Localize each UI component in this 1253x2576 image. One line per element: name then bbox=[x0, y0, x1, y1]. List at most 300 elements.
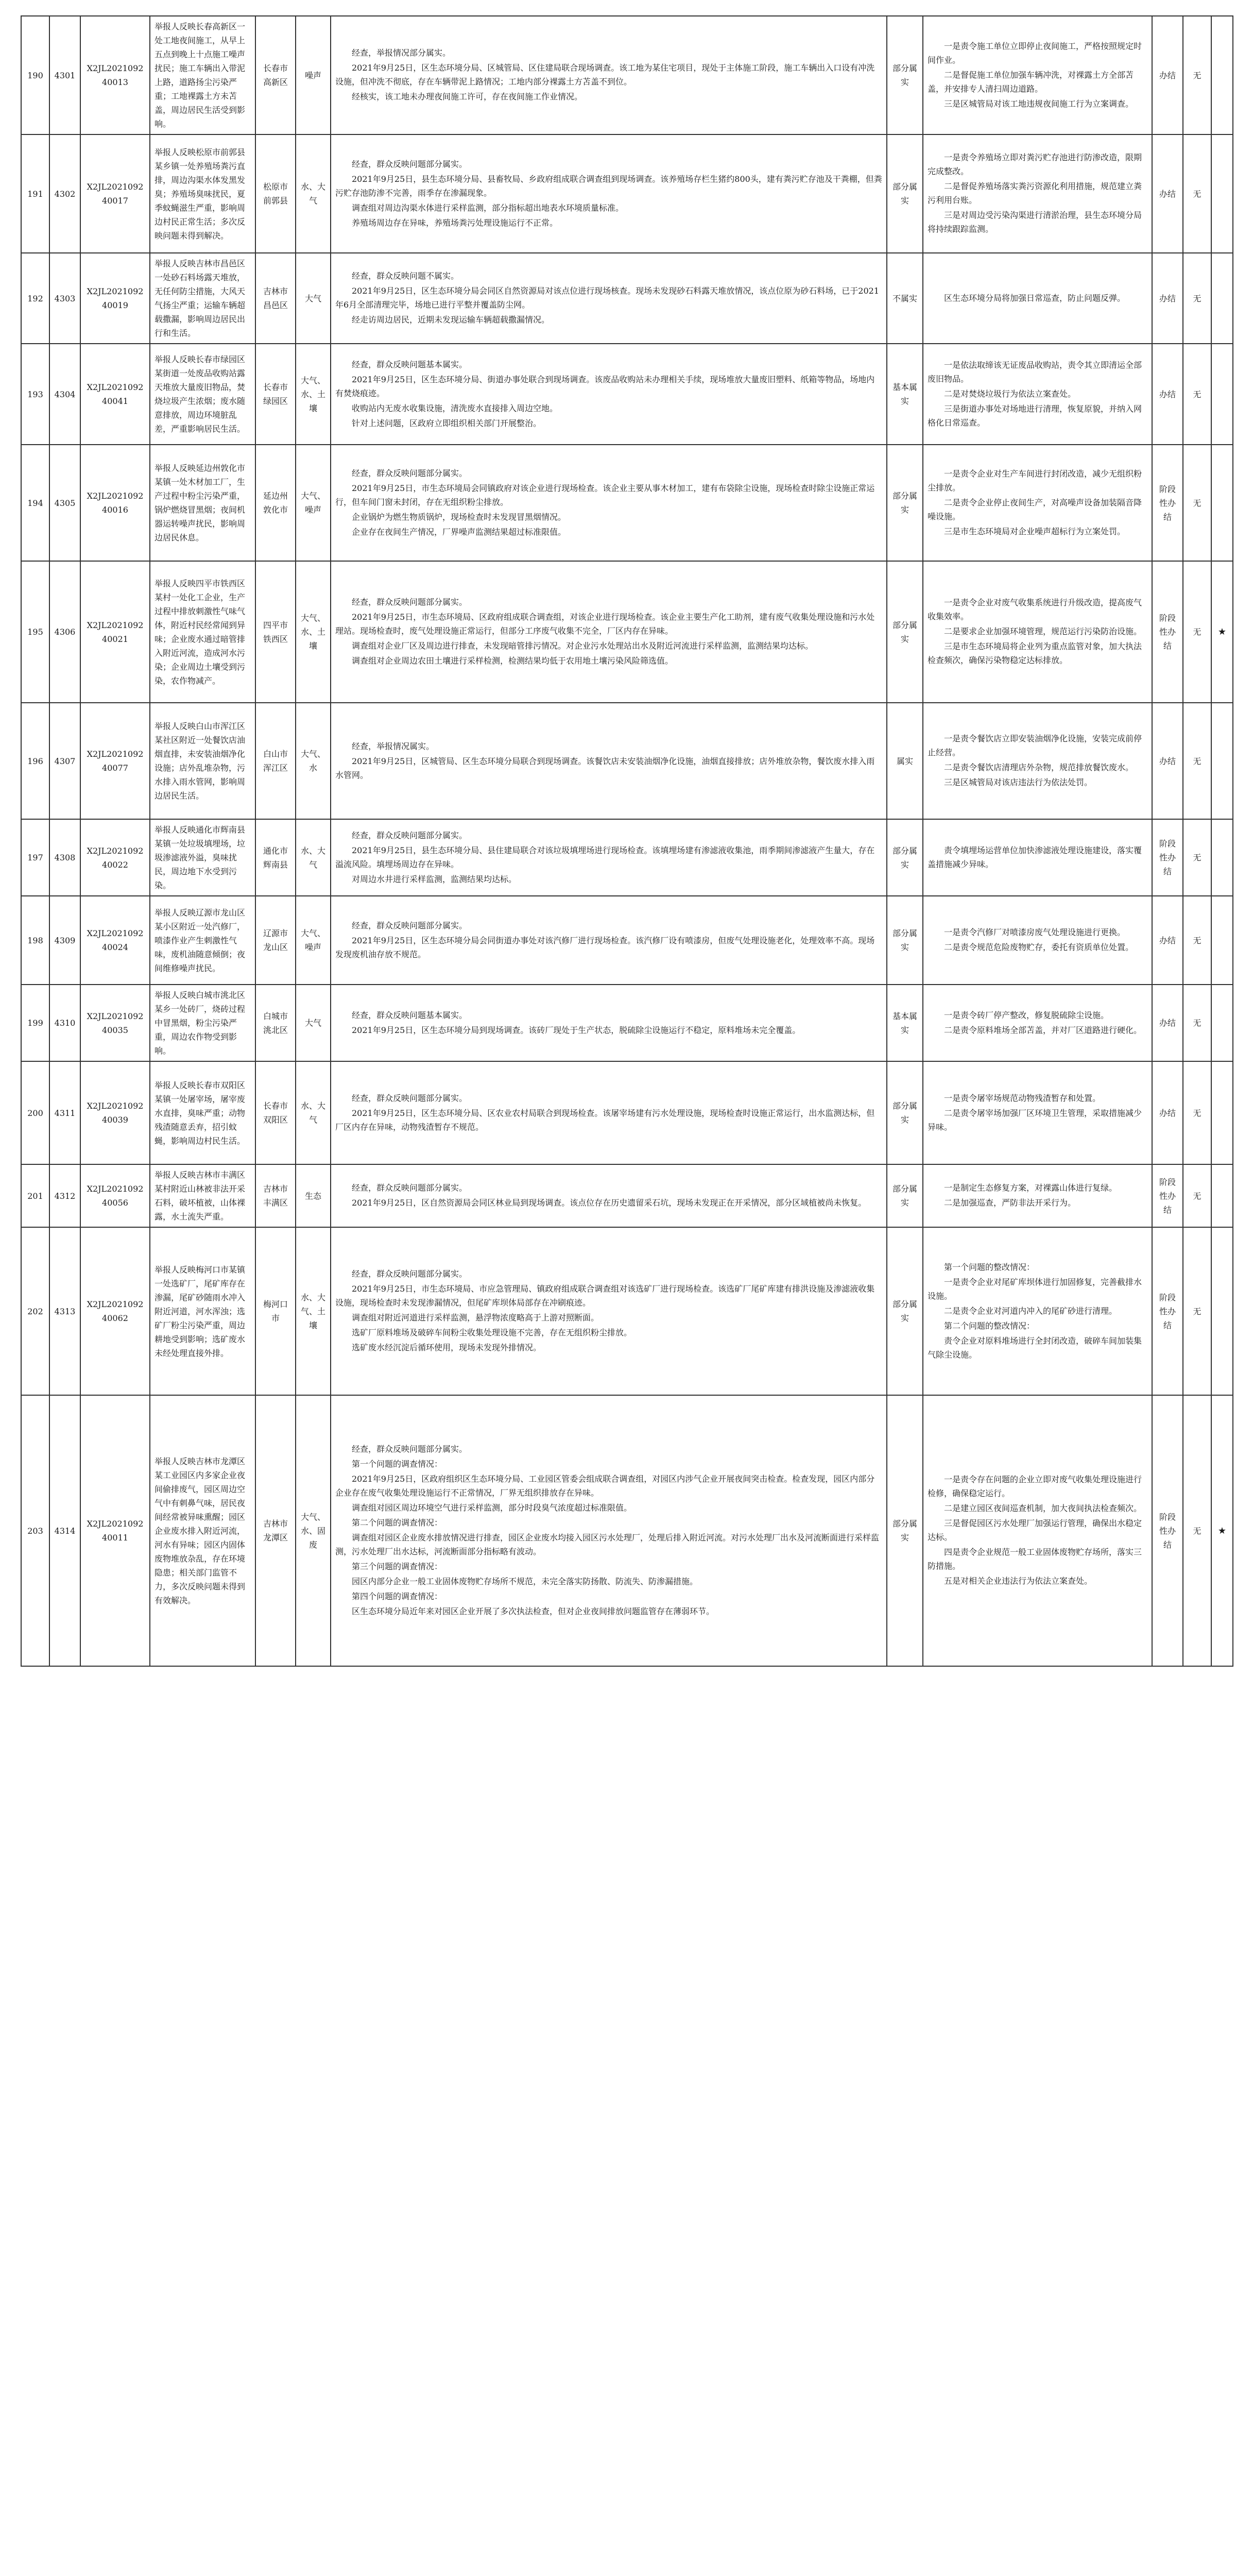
row-id-cell bbox=[49, 1227, 80, 1395]
case-code-cell bbox=[80, 985, 150, 1061]
handling-paragraph: 三是区城管局对该工地违规夜间施工行为立案调查。 bbox=[944, 98, 1134, 109]
row-number-cell bbox=[21, 1395, 49, 1666]
row-number: 191 bbox=[27, 189, 43, 199]
case-code-cell bbox=[80, 134, 150, 253]
complaint-text-cell bbox=[150, 16, 255, 134]
findings-paragraph: 经查，群众反映问题部分属实。 bbox=[352, 159, 468, 169]
row-id: 4310 bbox=[54, 1018, 76, 1028]
findings-paragraph: 2021年9月25日，区生态环境分局会同街道办事处对该汽修厂进行现场检查。该汽修厂设有喷漆房，但废气处理设施老化，处理效率不高。现场发现废机油存放不规范。 bbox=[335, 935, 875, 959]
handling-paragraph: 二是责令屠宰场加强厂区环境卫生管理，采取措施减少异味。 bbox=[928, 1108, 1142, 1132]
status: 阶段性办结 bbox=[1159, 613, 1176, 651]
pollution-type: 大气、水 bbox=[300, 749, 325, 773]
complaint-grid bbox=[21, 15, 1233, 1667]
verdict-cell bbox=[887, 819, 923, 896]
row-id: 4301 bbox=[54, 70, 76, 80]
findings-cell bbox=[331, 1395, 887, 1666]
status-cell bbox=[1152, 1061, 1183, 1164]
handling-paragraph: 三是市生态环境局对企业噪声超标行为立案处罚。 bbox=[944, 526, 1126, 536]
findings-cell bbox=[331, 985, 887, 1061]
accountability-cell bbox=[1183, 1164, 1211, 1227]
row-number-cell bbox=[21, 896, 49, 985]
handling-paragraph: 二是督促养殖场落实粪污资源化利用措施，规范建立粪污利用台账。 bbox=[928, 181, 1142, 205]
row-number-cell bbox=[21, 985, 49, 1061]
row-id: 4312 bbox=[54, 1191, 76, 1201]
accountability-cell bbox=[1183, 1395, 1211, 1666]
row-id-cell bbox=[49, 445, 80, 561]
handling-paragraph: 三是市生态环境局将企业列为重点监管对象，加大执法检查频次，确保污染物稳定达标排放。 bbox=[928, 641, 1142, 665]
district: 吉林市龙潭区 bbox=[263, 1519, 288, 1543]
case-code: X2JL202109240011 bbox=[87, 1519, 144, 1543]
complaint-text-cell bbox=[150, 896, 255, 985]
mark-cell bbox=[1211, 1061, 1233, 1164]
handling-paragraph: 三是区城管局对该店违法行为依法处罚。 bbox=[944, 777, 1093, 787]
status-cell bbox=[1152, 896, 1183, 985]
row-number-cell bbox=[21, 1227, 49, 1395]
findings-paragraph: 选矿厂原料堆场及破碎车间粉尘收集处理设施不完善，存在无组织粉尘排放。 bbox=[352, 1328, 632, 1337]
findings-paragraph: 2021年9月25日，区城管局、区生态环境分局联合到现场调查。该餐饮店未安装油烟净化设施，油烟直接排放；店外堆放杂物，餐饮废水排入雨水管网。 bbox=[335, 756, 875, 780]
verdict: 部分属实 bbox=[892, 1184, 917, 1208]
row-id-cell bbox=[49, 985, 80, 1061]
verdict-cell bbox=[887, 16, 923, 134]
handling-paragraph: 二是责令企业对河道内冲入的尾矿砂进行清理。 bbox=[944, 1306, 1118, 1316]
case-code: X2JL202109240035 bbox=[87, 1011, 144, 1035]
row-number-cell bbox=[21, 703, 49, 819]
district-cell bbox=[255, 1061, 296, 1164]
findings-paragraph: 企业锅炉为燃生物质锅炉，现场检查时未发现冒黑烟情况。 bbox=[352, 512, 567, 522]
findings-paragraph: 经查，群众反映问题基本属实。 bbox=[352, 1010, 468, 1020]
handling-paragraph: 二是要求企业加强环境管理，规范运行污染防治设施。 bbox=[944, 626, 1142, 636]
findings-paragraph: 调查组对周边沟渠水体进行采样监测，部分指标超出地表水环境质量标准。 bbox=[352, 202, 624, 213]
district: 长春市双阳区 bbox=[263, 1101, 288, 1125]
case-code-cell bbox=[80, 445, 150, 561]
findings-cell bbox=[331, 16, 887, 134]
handling-cell bbox=[923, 985, 1152, 1061]
findings-paragraph: 经查，群众反映问题部分属实。 bbox=[352, 830, 468, 840]
handling-paragraph: 一是责令企业对尾矿库坝体进行加固修复，完善截排水设施。 bbox=[928, 1277, 1142, 1301]
row-id: 4311 bbox=[54, 1108, 76, 1118]
handling-cell bbox=[923, 896, 1152, 985]
pollution-type: 噪声 bbox=[304, 70, 321, 80]
mark-cell bbox=[1211, 253, 1233, 344]
accountability: 无 bbox=[1193, 1306, 1201, 1316]
findings-paragraph: 对周边水井进行采样监测，监测结果均达标。 bbox=[352, 874, 517, 884]
district: 通化市辉南县 bbox=[263, 845, 288, 870]
district-cell bbox=[255, 253, 296, 344]
handling-paragraph: 一是责令砖厂停产整改，修复脱硫除尘设施。 bbox=[944, 1010, 1109, 1020]
findings-paragraph: 2021年9月25日，市生态环境局、市应急管理局、镇政府组成联合调查组对该选矿厂进行现场检查。该选矿厂尾矿库建有排洪设施及渗滤液收集设施，现场检查时未发现渗漏情况，但尾矿库坝体局部存在冲刷痕迹。 bbox=[335, 1284, 875, 1308]
pollution-type: 水、大气 bbox=[300, 1101, 325, 1125]
handling-cell bbox=[923, 16, 1152, 134]
verdict-cell bbox=[887, 344, 923, 445]
verdict-cell bbox=[887, 1061, 923, 1164]
handling-cell bbox=[923, 445, 1152, 561]
status: 阶段性办结 bbox=[1159, 1512, 1176, 1550]
row-number: 202 bbox=[27, 1306, 43, 1316]
district: 梅河口市 bbox=[263, 1299, 288, 1323]
findings-paragraph: 经查，群众反映问题部分属实。 bbox=[352, 1183, 468, 1193]
handling-paragraph: 一是责令企业对生产车间进行封闭改造，减少无组织粉尘排放。 bbox=[928, 468, 1142, 493]
case-code-cell bbox=[80, 253, 150, 344]
complaint-text: 举报人反映四平市铁西区某村一处化工企业，生产过程中排放刺激性气味气体，附近村民经常闻到异味；企业废水通过暗管排入附近河流，造成河水污染；企业周边土壤受到污染，农作物减产。 bbox=[155, 578, 246, 686]
complaint-text-cell bbox=[150, 253, 255, 344]
case-code-cell bbox=[80, 1061, 150, 1164]
verdict: 部分属实 bbox=[892, 1519, 917, 1543]
handling-cell bbox=[923, 134, 1152, 253]
status-cell bbox=[1152, 1395, 1183, 1666]
table-row bbox=[21, 985, 1233, 1061]
verdict-cell bbox=[887, 253, 923, 344]
table-body bbox=[21, 16, 1233, 1666]
status-cell bbox=[1152, 344, 1183, 445]
accountability: 无 bbox=[1193, 389, 1201, 399]
handling-paragraph: 一是责令汽修厂对喷漆房废气处理设施进行更换。 bbox=[944, 927, 1126, 937]
accountability: 无 bbox=[1193, 1018, 1201, 1028]
row-number: 195 bbox=[27, 627, 43, 637]
status: 办结 bbox=[1159, 1018, 1176, 1028]
mark-cell bbox=[1211, 1164, 1233, 1227]
pollution-type: 水、大气 bbox=[300, 182, 325, 206]
handling-paragraph: 二是对焚烧垃圾行为依法立案查处。 bbox=[944, 388, 1076, 399]
pollution-type-cell bbox=[296, 1395, 331, 1666]
case-code: X2JL202109240013 bbox=[87, 63, 144, 87]
handling-paragraph: 二是责令规范危险废物贮存，委托有资质单位处置。 bbox=[944, 942, 1134, 952]
case-code-cell bbox=[80, 344, 150, 445]
pollution-type: 大气 bbox=[304, 293, 321, 303]
findings-paragraph: 经查，群众反映问题部分属实。 bbox=[352, 468, 468, 478]
complaint-text: 举报人反映松原市前郭县某乡镇一处养殖场粪污直排，周边沟渠水体发黑发臭；养殖场臭味扰民，夏季蚊蝇滋生严重，影响周边村民正常生活；多次反映问题未得到解决。 bbox=[155, 147, 246, 241]
table-row bbox=[21, 819, 1233, 896]
case-code: X2JL202109240021 bbox=[87, 620, 144, 644]
status-cell bbox=[1152, 445, 1183, 561]
findings-cell bbox=[331, 819, 887, 896]
verdict: 基本属实 bbox=[892, 1011, 917, 1035]
findings-cell bbox=[331, 134, 887, 253]
pollution-type: 大气、水、土壤 bbox=[300, 375, 325, 413]
district: 长春市高新区 bbox=[263, 63, 288, 87]
table-row bbox=[21, 134, 1233, 253]
accountability-cell bbox=[1183, 985, 1211, 1061]
handling-cell bbox=[923, 1395, 1152, 1666]
pollution-type-cell bbox=[296, 16, 331, 134]
district-cell bbox=[255, 344, 296, 445]
district-cell bbox=[255, 985, 296, 1061]
status: 办结 bbox=[1159, 389, 1176, 399]
findings-paragraph: 调查组对企业周边农田土壤进行采样检测，检测结果均低于农用地土壤污染风险筛选值。 bbox=[352, 656, 674, 666]
verdict-cell bbox=[887, 1164, 923, 1227]
complaint-text: 举报人反映吉林市丰满区某村附近山林被非法开采石料，破坏植被，山体裸露，水土流失严重。 bbox=[155, 1170, 246, 1222]
verdict: 部分属实 bbox=[892, 1299, 917, 1323]
accountability-cell bbox=[1183, 561, 1211, 703]
complaint-text: 举报人反映吉林市龙潭区某工业园区内多家企业夜间偷排废气，园区周边空气中有刺鼻气味，居民夜间经常被异味熏醒；园区企业废水排入附近河流，河水有异味；园区内固体废物堆放杂乱，存在环境隐患；相关部门监管不力，多次反映问题未得到有效解决。 bbox=[155, 1456, 246, 1605]
table-row bbox=[21, 253, 1233, 344]
verdict: 部分属实 bbox=[892, 1101, 917, 1125]
district-cell bbox=[255, 1164, 296, 1227]
handling-cell bbox=[923, 561, 1152, 703]
handling-paragraph: 第二个问题的整改情况： bbox=[944, 1320, 1035, 1331]
handling-paragraph: 二是责令企业停止夜间生产，对高噪声设备加装隔音降噪设施。 bbox=[928, 497, 1142, 521]
complaint-text: 举报人反映长春市双阳区某镇一处屠宰场，屠宰废水直排，臭味严重；动物残渣随意丢弃，招引蚊蝇，影响周边村民生活。 bbox=[155, 1080, 246, 1146]
findings-paragraph: 第二个问题的调查情况： bbox=[352, 1518, 443, 1528]
findings-paragraph: 2021年9月25日，市生态环境局会同镇政府对该企业进行现场检查。该企业主要从事木材加工，建有布袋除尘设施，现场检查时除尘设施正常运行，但车间门窗未封闭，存在无组织粉尘排放。 bbox=[335, 483, 875, 507]
accountability: 无 bbox=[1193, 1191, 1201, 1201]
verdict: 部分属实 bbox=[892, 620, 917, 644]
row-id-cell bbox=[49, 561, 80, 703]
findings-paragraph: 经查，群众反映问题部分属实。 bbox=[352, 1093, 468, 1103]
row-id: 4309 bbox=[54, 935, 76, 945]
row-number-cell bbox=[21, 253, 49, 344]
table-row bbox=[21, 896, 1233, 985]
findings-paragraph: 调查组对园区企业废水排放情况进行排查，园区企业废水均接入园区污水处理厂，处理后排入附近河流。对污水处理厂出水及河流断面进行采样监测，污水处理厂出水达标，河流断面部分指标略有波动。 bbox=[335, 1533, 880, 1556]
complaint-text-cell bbox=[150, 1395, 255, 1666]
case-code-cell bbox=[80, 896, 150, 985]
handling-paragraph: 三是对周边受污染沟渠进行清淤治理，县生态环境分局将持续跟踪监测。 bbox=[928, 210, 1142, 234]
row-number: 198 bbox=[27, 935, 43, 945]
findings-paragraph: 收购站内无废水收集设施，清洗废水直接排入周边空地。 bbox=[352, 403, 558, 413]
verdict: 不属实 bbox=[892, 293, 917, 303]
status: 阶段性办结 bbox=[1159, 1177, 1176, 1215]
accountability: 无 bbox=[1193, 756, 1201, 766]
row-id-cell bbox=[49, 896, 80, 985]
handling-cell bbox=[923, 1227, 1152, 1395]
accountability: 无 bbox=[1193, 627, 1201, 637]
status-cell bbox=[1152, 985, 1183, 1061]
mark-cell bbox=[1211, 16, 1233, 134]
status-cell bbox=[1152, 253, 1183, 344]
complaint-text-cell bbox=[150, 819, 255, 896]
findings-paragraph: 区生态环境分局近年来对园区企业开展了多次执法检查，但对企业夜间排放问题监管存在薄弱环节。 bbox=[352, 1606, 715, 1616]
status-cell bbox=[1152, 134, 1183, 253]
handling-paragraph: 一是责令企业对废气收集系统进行升级改造，提高废气收集效率。 bbox=[928, 598, 1142, 621]
handling-cell bbox=[923, 1061, 1152, 1164]
case-code: X2JL202109240062 bbox=[87, 1299, 144, 1323]
row-id-cell bbox=[49, 344, 80, 445]
mark-cell bbox=[1211, 344, 1233, 445]
case-code-cell bbox=[80, 16, 150, 134]
status-cell bbox=[1152, 703, 1183, 819]
findings-cell bbox=[331, 1164, 887, 1227]
findings-cell bbox=[331, 344, 887, 445]
complaint-text-cell bbox=[150, 344, 255, 445]
verdict-cell bbox=[887, 985, 923, 1061]
status: 办结 bbox=[1159, 70, 1176, 80]
complaint-text-cell bbox=[150, 1061, 255, 1164]
handling-cell bbox=[923, 344, 1152, 445]
district: 白山市浑江区 bbox=[263, 749, 288, 773]
findings-paragraph: 2021年9月25日，区生态环境分局、区城管局、区住建局联合现场调查。该工地为某住宅项目，现处于主体施工阶段，施工车辆出入口设有冲洗设施，但冲洗不彻底，存在车辆带泥上路情况；工地内部分裸露土方苫盖不到位。 bbox=[335, 63, 875, 87]
handling-cell bbox=[923, 1164, 1152, 1227]
mark-cell bbox=[1211, 445, 1233, 561]
status: 办结 bbox=[1159, 1108, 1176, 1118]
status: 阶段性办结 bbox=[1159, 484, 1176, 522]
row-number-cell bbox=[21, 561, 49, 703]
findings-paragraph: 第一个问题的调查情况： bbox=[352, 1459, 443, 1469]
verdict-cell bbox=[887, 1227, 923, 1395]
findings-cell bbox=[331, 703, 887, 819]
handling-paragraph: 二是建立园区夜间巡查机制，加大夜间执法检查频次。 bbox=[944, 1503, 1142, 1513]
status: 办结 bbox=[1159, 756, 1176, 766]
verdict-cell bbox=[887, 703, 923, 819]
pollution-type-cell bbox=[296, 134, 331, 253]
row-number-cell bbox=[21, 445, 49, 561]
case-code: X2JL202109240017 bbox=[87, 182, 144, 206]
complaint-text-cell bbox=[150, 703, 255, 819]
pollution-type-cell bbox=[296, 1227, 331, 1395]
row-number-cell bbox=[21, 344, 49, 445]
verdict-cell bbox=[887, 1395, 923, 1666]
mark: ★ bbox=[1217, 1525, 1227, 1536]
district: 松原市前郭县 bbox=[263, 182, 288, 206]
pollution-type: 大气、噪声 bbox=[300, 928, 325, 952]
mark-cell bbox=[1211, 985, 1233, 1061]
complaint-text: 举报人反映吉林市昌邑区一处砂石料场露天堆放，无任何防尘措施，大风天气扬尘严重；运输车辆超载撒漏，影响周边居民出行和生活。 bbox=[155, 259, 246, 338]
case-code: X2JL202109240077 bbox=[87, 749, 144, 773]
accountability-cell bbox=[1183, 1227, 1211, 1395]
row-number-cell bbox=[21, 819, 49, 896]
accountability-cell bbox=[1183, 819, 1211, 896]
handling-paragraph: 四是责令企业规范一般工业固体废物贮存场所，落实三防措施。 bbox=[928, 1547, 1142, 1571]
findings-paragraph: 2021年9月25日，区生态环境分局到现场调查。该砖厂现处于生产状态，脱硫除尘设施运行不稳定，原料堆场未完全覆盖。 bbox=[352, 1025, 801, 1035]
handling-paragraph: 第一个问题的整改情况： bbox=[944, 1262, 1035, 1272]
accountability-cell bbox=[1183, 896, 1211, 985]
case-code-cell bbox=[80, 1395, 150, 1666]
handling-cell bbox=[923, 253, 1152, 344]
row-id-cell bbox=[49, 16, 80, 134]
findings-paragraph: 经查，群众反映问题部分属实。 bbox=[352, 1444, 468, 1454]
accountability-cell bbox=[1183, 16, 1211, 134]
verdict-cell bbox=[887, 561, 923, 703]
table-row bbox=[21, 561, 1233, 703]
handling-paragraph: 二是责令餐饮店清理店外杂物，规范排放餐饮废水。 bbox=[944, 762, 1134, 772]
accountability-cell bbox=[1183, 1061, 1211, 1164]
row-number: 200 bbox=[27, 1108, 43, 1118]
row-number: 190 bbox=[27, 70, 43, 80]
handling-paragraph: 一是责令餐饮店立即安装油烟净化设施，安装完成前停止经营。 bbox=[928, 734, 1142, 757]
pollution-type: 生态 bbox=[304, 1191, 321, 1201]
row-id: 4303 bbox=[54, 293, 76, 303]
table-row bbox=[21, 445, 1233, 561]
findings-paragraph: 2021年9月25日，区生态环境分局、街道办事处联合到现场调查。该废品收购站未办理相关手续，现场堆放大量废旧塑料、纸箱等物品，场地内有焚烧痕迹。 bbox=[335, 374, 875, 398]
district: 白城市洮北区 bbox=[263, 1011, 288, 1035]
row-number-cell bbox=[21, 1164, 49, 1227]
status: 阶段性办结 bbox=[1159, 1292, 1176, 1330]
case-code: X2JL202109240016 bbox=[87, 491, 144, 515]
district-cell bbox=[255, 1227, 296, 1395]
findings-paragraph: 调查组对园区周边环境空气进行采样监测，部分时段臭气浓度超过标准限值。 bbox=[352, 1503, 632, 1513]
table-row bbox=[21, 16, 1233, 134]
accountability: 无 bbox=[1193, 293, 1201, 303]
findings-cell bbox=[331, 1227, 887, 1395]
pollution-type-cell bbox=[296, 703, 331, 819]
findings-paragraph: 园区内部分企业一般工业固体废物贮存场所不规范，未完全落实防扬散、防流失、防渗漏措施。 bbox=[352, 1577, 698, 1586]
status: 办结 bbox=[1159, 293, 1176, 303]
row-number: 192 bbox=[27, 293, 43, 303]
findings-paragraph: 经走访周边居民，近期未发现运输车辆超载撒漏情况。 bbox=[352, 315, 550, 325]
handling-paragraph: 五是对相关企业违法行为依法立案查处。 bbox=[944, 1576, 1093, 1586]
complaint-text: 举报人反映延边州敦化市某镇一处木材加工厂，生产过程中粉尘污染严重，锅炉燃烧冒黑烟；夜间机器运转噪声扰民，影响周边居民休息。 bbox=[155, 463, 246, 543]
table-row bbox=[21, 1061, 1233, 1164]
handling-paragraph: 二是责令原料堆场全部苫盖，并对厂区道路进行硬化。 bbox=[944, 1025, 1142, 1035]
verdict: 部分属实 bbox=[892, 182, 917, 206]
accountability: 无 bbox=[1193, 935, 1201, 945]
findings-paragraph: 经查，举报情况属实。 bbox=[352, 741, 435, 751]
mark-cell bbox=[1211, 561, 1233, 703]
pollution-type-cell bbox=[296, 1164, 331, 1227]
row-id-cell bbox=[49, 703, 80, 819]
pollution-type-cell bbox=[296, 819, 331, 896]
pollution-type: 大气、噪声 bbox=[300, 491, 325, 515]
findings-paragraph: 企业存在夜间生产情况，厂界噪声监测结果超过标准限值。 bbox=[352, 527, 567, 537]
handling-cell bbox=[923, 819, 1152, 896]
pollution-type: 大气、水、固废 bbox=[300, 1512, 325, 1550]
row-id: 4306 bbox=[54, 627, 76, 637]
status-cell bbox=[1152, 1164, 1183, 1227]
row-number: 199 bbox=[27, 1018, 43, 1028]
district: 吉林市丰满区 bbox=[263, 1184, 288, 1208]
row-number-cell bbox=[21, 16, 49, 134]
accountability-cell bbox=[1183, 344, 1211, 445]
district: 辽源市龙山区 bbox=[263, 928, 288, 952]
handling-paragraph: 一是制定生态修复方案，对裸露山体进行复绿。 bbox=[944, 1183, 1118, 1193]
row-id-cell bbox=[49, 819, 80, 896]
findings-paragraph: 调查组对企业厂区及周边进行排查，未发现暗管排污情况。对企业污水处理站出水及附近河流进行采样监测，监测结果均达标。 bbox=[352, 641, 814, 651]
case-code-cell bbox=[80, 703, 150, 819]
mark-cell bbox=[1211, 1395, 1233, 1666]
findings-cell bbox=[331, 253, 887, 344]
district-cell bbox=[255, 16, 296, 134]
row-id-cell bbox=[49, 253, 80, 344]
case-code: X2JL202109240022 bbox=[87, 845, 144, 870]
accountability-cell bbox=[1183, 134, 1211, 253]
verdict: 属实 bbox=[896, 756, 913, 766]
complaint-text: 举报人反映梅河口市某镇一处选矿厂，尾矿库存在渗漏，尾矿砂随雨水冲入附近河道，河水浑浊；选矿厂粉尘污染严重，周边耕地受到影响；选矿废水未经处理直接外排。 bbox=[155, 1264, 246, 1358]
complaint-table bbox=[21, 15, 1232, 1667]
district: 四平市铁西区 bbox=[263, 620, 288, 644]
verdict: 部分属实 bbox=[892, 928, 917, 952]
findings-paragraph: 第四个问题的调查情况： bbox=[352, 1591, 443, 1601]
handling-paragraph: 一是责令屠宰场规范动物残渣暂存和处置。 bbox=[944, 1093, 1101, 1103]
handling-paragraph: 一是责令存在问题的企业立即对废气收集处理设施进行检修，确保稳定运行。 bbox=[928, 1475, 1142, 1498]
row-number: 196 bbox=[27, 756, 43, 766]
findings-cell bbox=[331, 896, 887, 985]
accountability: 无 bbox=[1193, 189, 1201, 199]
case-code: X2JL202109240041 bbox=[87, 382, 144, 406]
handling-paragraph: 三是街道办事处对场地进行清理，恢复原貌，并纳入网格化日常巡查。 bbox=[928, 403, 1142, 428]
handling-paragraph: 二是督促施工单位加强车辆冲洗，对裸露土方全部苫盖，并安排专人清扫周边道路。 bbox=[928, 70, 1134, 94]
row-number-cell bbox=[21, 134, 49, 253]
handling-paragraph: 三是督促园区污水处理厂加强运行管理，确保出水稳定达标。 bbox=[928, 1518, 1142, 1542]
mark-cell bbox=[1211, 703, 1233, 819]
district-cell bbox=[255, 134, 296, 253]
verdict: 部分属实 bbox=[892, 845, 917, 870]
pollution-type: 大气、水、土壤 bbox=[300, 613, 325, 651]
case-code-cell bbox=[80, 819, 150, 896]
status: 阶段性办结 bbox=[1159, 839, 1176, 876]
mark-cell bbox=[1211, 134, 1233, 253]
findings-paragraph: 针对上述问题，区政府立即组织相关部门开展整治。 bbox=[352, 418, 542, 428]
row-number: 197 bbox=[27, 853, 43, 862]
complaint-text: 举报人反映通化市辉南县某镇一处垃圾填埋场，垃圾渗滤液外溢，臭味扰民，周边地下水受到污染。 bbox=[155, 825, 246, 890]
verdict: 部分属实 bbox=[892, 63, 917, 87]
findings-paragraph: 2021年9月25日，区自然资源局会同区林业局到现场调查。该点位存在历史遗留采石坑，现场未发现正在开采情况，部分区域植被尚未恢复。 bbox=[352, 1198, 867, 1208]
findings-paragraph: 经查，群众反映问题部分属实。 bbox=[352, 920, 468, 930]
row-id-cell bbox=[49, 1164, 80, 1227]
case-code: X2JL202109240039 bbox=[87, 1101, 144, 1125]
complaint-text: 举报人反映白城市洮北区某乡一处砖厂，烧砖过程中冒黑烟，粉尘污染严重，周边农作物受到影响。 bbox=[155, 990, 246, 1056]
district: 长春市绿园区 bbox=[263, 382, 288, 406]
pollution-type: 水、大气 bbox=[300, 845, 325, 870]
handling-paragraph: 一是责令养殖场立即对粪污贮存池进行防渗改造，限期完成整改。 bbox=[928, 152, 1142, 176]
accountability: 无 bbox=[1193, 853, 1201, 862]
